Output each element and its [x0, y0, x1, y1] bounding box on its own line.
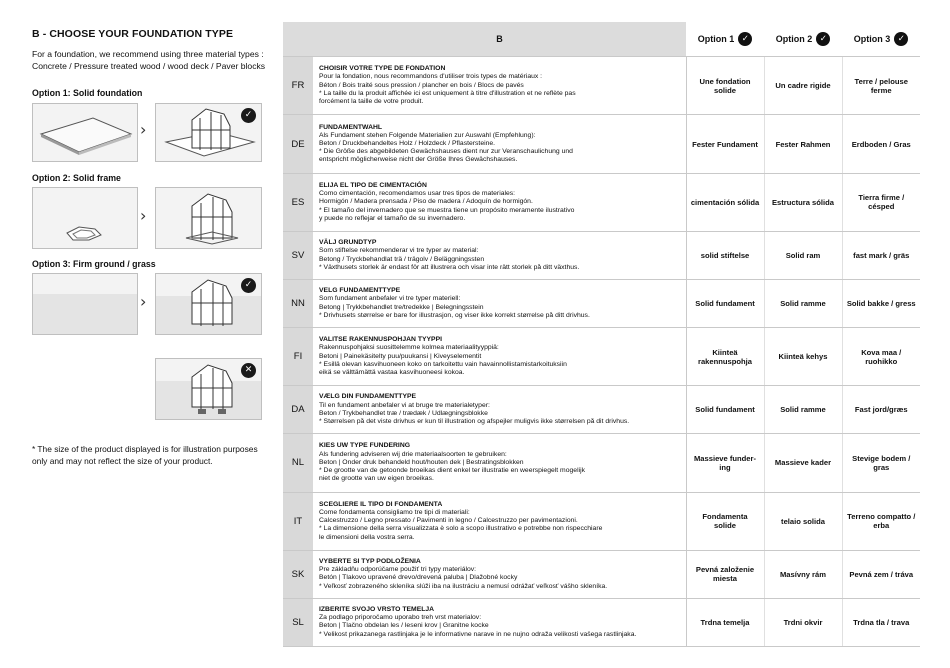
row-title: FUNDAMENTWAHL [319, 123, 383, 131]
row-text-line: Beton / Trykbehandlet træ / trædæk / Udlægningsblokke [319, 409, 488, 417]
row-text-line: Beton | Onder druk behandeld hout/houten dek | Bestratingsblokken [319, 458, 524, 466]
row-text-line: Calcestruzzo / Legno pressato / Pavimenti in legno / Calcestruzzo per pavimentazioni. [319, 517, 578, 525]
option-1-value: Une fondation solide [686, 57, 764, 115]
row-title: ELIJA EL TIPO DE CIMENTACIÓN [319, 181, 427, 189]
row-description [313, 386, 686, 434]
row-text-line: * Esillä olevan kasvihuoneen koko on tarkoitettu vain havainnollistamistarkoituksiin [319, 360, 567, 368]
option-1-value: Pevná založenie miesta [686, 551, 764, 599]
row-title: CHOISIR VOTRE TYPE DE FONDATION [319, 65, 446, 73]
row-description [313, 434, 686, 492]
header-option-2-label: Option 2 [775, 34, 813, 44]
row-description [313, 492, 686, 550]
cross-icon: ✕ [241, 363, 256, 378]
row-text-line: Za podlago priporočamo uporabo treh vrst materialov: [319, 614, 482, 622]
option-2-value: Massieve kader [764, 434, 842, 492]
row-text-line: Som stiftelse rekommenderar vi tre typer av material: [319, 247, 479, 255]
row-text-line: Pour la fondation, nous recommandons d'utiliser trois types de matériaux : [319, 73, 543, 81]
intro-text: For a foundation, we recommend using three material types : Concrete / Pressure treated wood / wood deck / Paver blocks [32, 49, 266, 71]
option-1-label: Option 1: Solid foundation [32, 88, 143, 98]
table-row [283, 598, 920, 646]
table-header-row [283, 22, 920, 57]
row-description [313, 551, 686, 599]
row-text-line: Rakennuspohjaksi suosittelemme kolmea materiaalityyppiä: [319, 344, 499, 352]
language-code: DA [283, 386, 313, 434]
option-2-value: telaio solida [764, 492, 842, 550]
table-row [283, 492, 920, 550]
greenhouse-on-frame-image [155, 187, 262, 249]
option-3-label: Option 3: Firm ground / grass [32, 259, 156, 269]
row-text-line: Como cimentación, recomendamos usar tres tipos de materiales: [319, 190, 516, 198]
header-b-cell: B [313, 22, 686, 57]
option-3-value: Solid bakke / gress [842, 280, 920, 328]
row-title: KIES UW TYPE FUNDERING [319, 442, 411, 450]
row-description [313, 598, 686, 646]
row-text-line: Pre základňu odporúčame použiť tri typy materiálov: [319, 566, 477, 574]
row-text-line: forcément la taille de votre produit. [319, 97, 424, 105]
option-3-value: Pevná zem / tráva [842, 551, 920, 599]
arrow-icon: › [140, 292, 147, 311]
row-title: SCEGLIERE IL TIPO DI FONDAMENTA [319, 500, 443, 508]
language-code: NN [283, 280, 313, 328]
option-1-value: cimentación sólida [686, 173, 764, 231]
section-title: B - CHOOSE YOUR FOUNDATION TYPE [32, 28, 234, 40]
option-1-value: Fester Fundament [686, 115, 764, 173]
row-text-line: * Die Größe des abgebildeten Gewächshauses dient nur zur Veranschaulichung und [319, 148, 573, 156]
option-3-value: Stevige bodem / gras [842, 434, 920, 492]
arrow-icon: › [140, 120, 147, 139]
language-code: DE [283, 115, 313, 173]
language-code: ES [283, 173, 313, 231]
header-option-1-label: Option 1 [697, 34, 735, 44]
solid-foundation-base-image [32, 103, 138, 162]
check-icon: ✓ [241, 108, 256, 123]
header-code-cell [283, 22, 313, 57]
footnote: * The size of the product displayed is for illustration purposes only and may not reflect the size of your product. [32, 444, 258, 466]
row-text-line: Als fundering adviseren wij drie materiaalsoorten te gebruiken: [319, 450, 507, 458]
option-1-value: Kiinteä rakennuspohja [686, 327, 764, 385]
table-row [283, 232, 920, 280]
option-3-value: Kova maa / ruohikko [842, 327, 920, 385]
check-icon: ✓ [894, 32, 908, 46]
row-text-line: * Drivhusets størrelse er bare for illustrasjon, og viser ikke korrekt størrelse på ditt drivhus. [319, 311, 590, 319]
language-code: SL [283, 598, 313, 646]
row-text-line: Als Fundament stehen Folgende Materialien zur Auswahl (Empfehlung): [319, 131, 536, 139]
table-row [283, 551, 920, 599]
row-title: VYBERTE SI TYP PODLOŽENIA [319, 558, 421, 566]
check-icon: ✓ [241, 278, 256, 293]
row-text-line: * Størrelsen på det viste drivhus er kun til illustration og afspejler muligvis ikke størrelsen på dit drivhus. [319, 418, 630, 426]
row-text-line: * El tamaño del invernadero que se muestra tiene un propósito meramente ilustrativo [319, 206, 575, 214]
table-row [283, 280, 920, 328]
language-code: NL [283, 434, 313, 492]
row-text-line: le dimensioni della vostra serra. [319, 533, 415, 541]
header-option-3 [842, 22, 920, 57]
row-description [313, 280, 686, 328]
row-text-line: Béton / Bois traité sous pression / plancher en bois / Blocs de pavés [319, 81, 524, 89]
option-2-value: Un cadre rigide [764, 57, 842, 115]
row-title: IZBERITE SVOJO VRSTO TEMELJA [319, 606, 435, 614]
row-text-line: * De grootte van de getoonde broeikas dient enkel ter illustratie en weerspiegelt mogelijk [319, 467, 585, 475]
option-3-value: Tierra firme / césped [842, 173, 920, 231]
option-2-value: Solid ram [764, 232, 842, 280]
row-description [313, 115, 686, 173]
option-2-value: Solid ramme [764, 386, 842, 434]
row-text-line: * La dimensione della serra visualizzata è solo a scopo illustrativo e potrebbe non rispecchiare [319, 525, 603, 533]
row-text-line: * Växthusets storlek är endast för att illustrera och visar inte rätt storlek på ditt växthus. [319, 263, 580, 271]
option-3-value: Trdna tla / trava [842, 598, 920, 646]
row-description [313, 57, 686, 115]
translation-table [283, 22, 920, 647]
greenhouse-on-grass-image [155, 273, 262, 335]
row-text-line: Beton / Druckbehandeltes Holz / Holzdeck / Pflastersteine. [319, 139, 496, 147]
greenhouse-incorrect-image [155, 358, 262, 420]
table-row [283, 386, 920, 434]
row-title: VÄLJ GRUNDTYP [319, 239, 377, 247]
language-code: SK [283, 551, 313, 599]
option-3-value: Fast jord/græs [842, 386, 920, 434]
row-text-line: * La taille du la produit affichée ici est uniquement à titre d'illustration et ne reflète pas [319, 89, 576, 97]
language-code: IT [283, 492, 313, 550]
row-text-line: Betoni | Painekäsitelty puu/puukansi | Kiveyselementit [319, 352, 482, 360]
row-text-line: Come fondamenta consigliamo tre tipi di materiali: [319, 509, 470, 517]
row-title: VÆLG DIN FUNDAMENTTYPE [319, 393, 417, 401]
check-icon: ✓ [738, 32, 752, 46]
row-description [313, 232, 686, 280]
header-option-2 [764, 22, 842, 57]
row-title: VALITSE RAKENNUSPOHJAN TYYPPI [319, 336, 442, 344]
option-1-value: Solid fundament [686, 280, 764, 328]
row-text-line: Hormigón / Madera prensada / Piso de madera / Adoquín de hormigón. [319, 198, 533, 206]
header-option-1 [686, 22, 764, 57]
row-text-line: Betong | Trykkbehandlet tre/tredekke | Belegningsstein [319, 303, 484, 311]
row-text-line: * Veľkosť zobrazeného skleníka slúži iba na ilustráciu a nemusí odrážať veľkosť vášho skleníka. [319, 582, 608, 590]
row-text-line: Betong / Tryckbehandlat trä / trägolv / Beläggningssten [319, 255, 485, 263]
option-2-value: Fester Rahmen [764, 115, 842, 173]
solid-frame-base-image [32, 187, 138, 249]
option-3-value: fast mark / gräs [842, 232, 920, 280]
option-3-value: Terre / pelouse ferme [842, 57, 920, 115]
row-text-line: Som fundament anbefaler vi tre typer materiell: [319, 295, 461, 303]
language-code: FI [283, 327, 313, 385]
option-1-value: Massieve funder-ing [686, 434, 764, 492]
header-option-3-label: Option 3 [853, 34, 891, 44]
option-2-label: Option 2: Solid frame [32, 173, 121, 183]
table-row [283, 57, 920, 115]
table-row [283, 327, 920, 385]
option-1-value: solid stiftelse [686, 232, 764, 280]
arrow-icon: › [140, 206, 147, 225]
table-row [283, 115, 920, 173]
greenhouse-on-foundation-image [155, 103, 262, 162]
row-text-line: Betón | Tlakovo upravené drevo/drevená paluba | Dlažobné kocky [319, 574, 518, 582]
row-text-line: niet de grootte van uw eigen broeikas. [319, 475, 434, 483]
check-icon: ✓ [816, 32, 830, 46]
language-code: SV [283, 232, 313, 280]
row-text-line: Til en fundament anbefaler vi at bruge tre materialetyper: [319, 401, 490, 409]
row-text-line: entspricht möglicherweise nicht der Größe Ihres Gewächshauses. [319, 156, 518, 164]
option-3-value: Erdboden / Gras [842, 115, 920, 173]
option-3-value: Terreno compatto / erba [842, 492, 920, 550]
table-row [283, 434, 920, 492]
table-row [283, 173, 920, 231]
language-code: FR [283, 57, 313, 115]
row-text-line: * Velikost prikazanega rastlinjaka je le informativne narave in ne nujno odraža velikosti vašega rastlinjaka. [319, 630, 637, 638]
option-1-value: Solid fundament [686, 386, 764, 434]
row-text-line: y puede no reflejar el tamaño de su invernadero. [319, 214, 466, 222]
row-description [313, 327, 686, 385]
option-2-value: Solid ramme [764, 280, 842, 328]
row-title: VELG FUNDAMENTTYPE [319, 287, 401, 295]
option-1-value: Trdna temelja [686, 598, 764, 646]
row-text-line: eikä se välttämättä vastaa kasvihuoneesi kokoa. [319, 368, 465, 376]
option-2-value: Trdni okvir [764, 598, 842, 646]
option-2-value: Kiinteä kehys [764, 327, 842, 385]
grass-base-image [32, 273, 138, 335]
option-2-value: Estructura sólida [764, 173, 842, 231]
row-text-line: Beton | Tlačno obdelan les / leseni krov | Granitne kocke [319, 622, 489, 630]
row-description [313, 173, 686, 231]
option-2-value: Masívny rám [764, 551, 842, 599]
option-1-value: Fondamenta solide [686, 492, 764, 550]
